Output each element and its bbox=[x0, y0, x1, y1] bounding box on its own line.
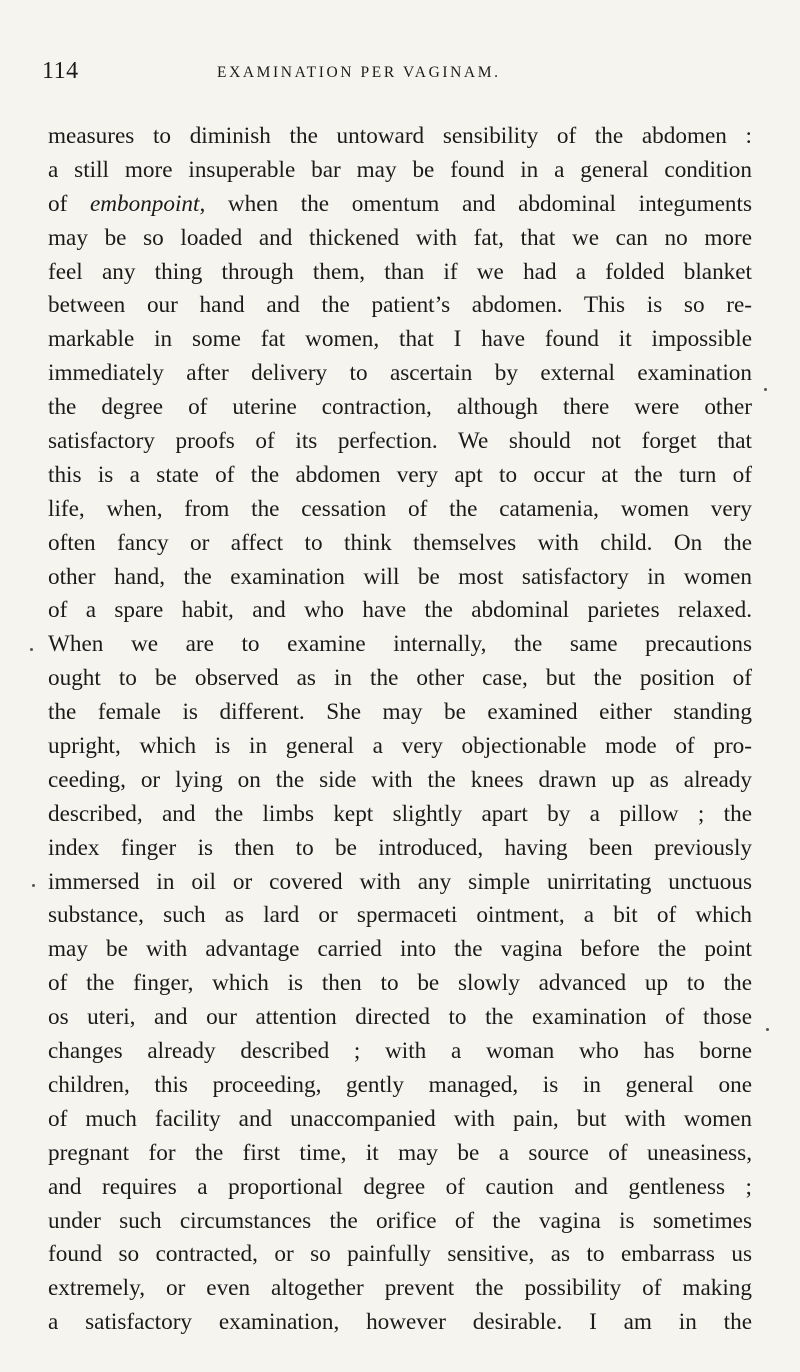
text-line-3 bbox=[48, 188, 752, 222]
text-line-34: found so contracted, or so painfully sensitive, as to embarrass us bbox=[48, 1241, 752, 1268]
text-line-11: this is a state of the abdomen very apt to occur at the turn of bbox=[48, 461, 752, 488]
text-line-14: other hand, the examination will be most satisfactory in women bbox=[48, 563, 752, 590]
text-line-9: the degree of uterine contraction, although there were other bbox=[48, 394, 752, 421]
text-line-31: pregnant for the first time, it may be a source of uneasiness, bbox=[48, 1139, 752, 1166]
text-line-30: of much facility and unaccompanied with pain, but with women bbox=[48, 1105, 752, 1132]
text-line-25: may be with advantage carried into the vagina before the point bbox=[48, 936, 752, 963]
text-line-27: os uteri, and our attention directed to the examination of those bbox=[48, 1004, 752, 1031]
text-line-10: satisfactory proofs of its perfection. We should not forget that bbox=[48, 428, 752, 455]
text-line-19: upright, which is in general a very objectionable mode of pro- bbox=[48, 733, 752, 760]
body-text bbox=[48, 120, 752, 1340]
text-line-35: extremely, or even altogether prevent the possibility of making bbox=[48, 1275, 752, 1302]
text-line-8: immediately after delivery to ascertain by external examination bbox=[48, 360, 752, 387]
text-line-3-end: when the omentum and abdominal integuments bbox=[205, 190, 752, 217]
text-line-23: immersed in oil or covered with any simple unirritating unctuous bbox=[48, 868, 752, 895]
text-line-3-start: of bbox=[48, 190, 90, 217]
page-number: 114 bbox=[42, 58, 79, 84]
text-line-12: life, when, from the cessation of the catamenia, women very bbox=[48, 495, 752, 522]
margin-speck-left bbox=[30, 648, 33, 651]
text-line-15: of a spare habit, and who have the abdominal parietes relaxed. bbox=[48, 597, 752, 624]
text-line-22: index finger is then to be introduced, having been previously bbox=[48, 834, 752, 861]
text-line-32: and requires a proportional degree of caution and gentleness ; bbox=[48, 1173, 752, 1200]
text-line-7: markable in some fat women, that I have found it impossible bbox=[48, 326, 752, 353]
text-line-24: substance, such as lard or spermaceti ointment, a bit of which bbox=[48, 902, 752, 929]
text-line-13: often fancy or affect to think themselves with child. On the bbox=[48, 529, 752, 556]
text-line-17: ought to be observed as in the other case, but the position of bbox=[48, 665, 752, 692]
text-line-28: changes already described ; with a woman who has borne bbox=[48, 1038, 752, 1065]
text-line-29: children, this proceeding, gently managed, is in general one bbox=[48, 1071, 752, 1098]
text-line-16: When we are to examine internally, the same precautions bbox=[48, 631, 752, 658]
text-line-36: a satisfactory examination, however desirable. I am in the bbox=[48, 1309, 752, 1336]
text-line-1: measures to diminish the untoward sensibility of the abdomen : bbox=[48, 123, 752, 149]
margin-speck-right-lower bbox=[766, 1028, 769, 1031]
italic-term-embonpoint: embonpoint, bbox=[89, 190, 206, 217]
text-line-18: the female is different. She may be examined either standing bbox=[48, 699, 752, 726]
page-header bbox=[42, 58, 782, 92]
text-line-2: a still more insuperable bar may be found in a general condition bbox=[48, 156, 752, 183]
text-line-20: ceeding, or lying on the side with the knees drawn up as already bbox=[48, 766, 752, 793]
text-line-4: may be so loaded and thickened with fat, that we can no more bbox=[48, 224, 752, 251]
margin-speck-right bbox=[764, 388, 767, 391]
text-line-21: described, and the limbs kept slightly apart by a pillow ; the bbox=[48, 800, 752, 827]
text-line-6: between our hand and the patient’s abdomen. This is so re- bbox=[48, 292, 752, 319]
text-line-5: feel any thing through them, than if we had a folded blanket bbox=[48, 258, 752, 285]
running-head: EXAMINATION PER VAGINAM. bbox=[217, 64, 501, 81]
text-line-33: under such circumstances the orifice of the vagina is sometimes bbox=[48, 1207, 752, 1234]
text-line-26: of the finger, which is then to be slowly advanced up to the bbox=[48, 970, 752, 997]
margin-speck-left-lower bbox=[32, 884, 35, 887]
